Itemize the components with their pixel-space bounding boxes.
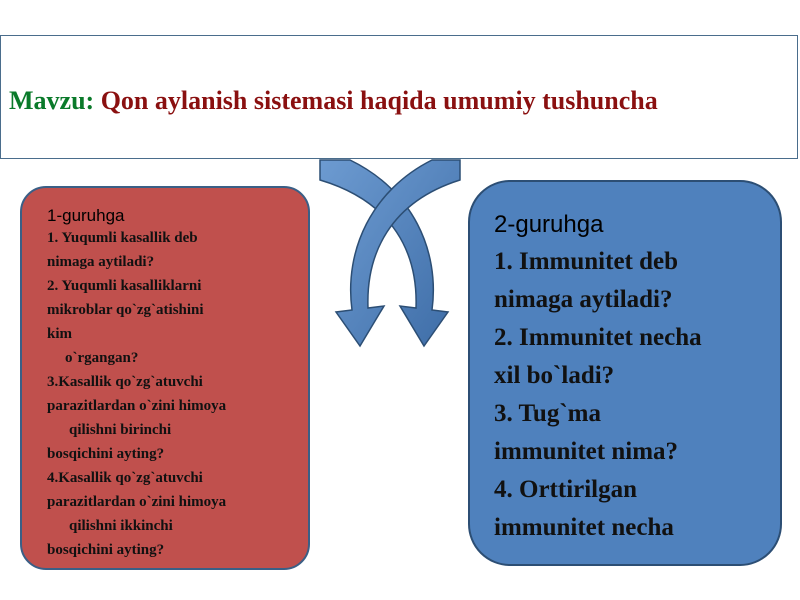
group1-line: bosqichini ayting? bbox=[47, 446, 165, 462]
group1-line: qilishni birinchi bbox=[69, 422, 172, 438]
group2-line: xil bo`ladi? bbox=[494, 362, 615, 389]
slide-title bbox=[9, 86, 658, 116]
group1-line: qilishni ikkinchi bbox=[69, 518, 173, 534]
group2-line: 2. Immunitet necha bbox=[494, 324, 702, 351]
group2-line: 4. Orttirilgan bbox=[494, 476, 638, 503]
group2-title: 2-guruhga bbox=[494, 211, 604, 238]
group1-line: 3.Kasallik qo`zg`atuvchi bbox=[47, 374, 203, 390]
group2-line: immunitet necha bbox=[494, 514, 674, 541]
group1-line: 1. Yuqumli kasallik deb bbox=[47, 230, 198, 246]
group1-line: 4.Kasallik qo`zg`atuvchi bbox=[47, 470, 203, 486]
group1-line: o`rgangan? bbox=[65, 350, 139, 366]
group1-title: 1-guruhga bbox=[47, 206, 125, 225]
group1-line: parazitlardan o`zini himoya bbox=[47, 398, 227, 414]
group2-box bbox=[468, 180, 782, 566]
group2-line: nimaga aytiladi? bbox=[494, 286, 673, 313]
group1-line: nimaga aytiladi? bbox=[47, 254, 155, 270]
group2-line: 3. Tug`ma bbox=[494, 400, 601, 427]
group1-box bbox=[20, 186, 310, 570]
group2-line: 1. Immunitet deb bbox=[494, 248, 679, 275]
group2-line: immunitet nima? bbox=[494, 438, 679, 465]
title-topic: Qon aylanish sistemasi haqida umumiy tushuncha bbox=[100, 86, 658, 115]
crossing-arrows bbox=[300, 150, 480, 360]
group1-line: 2. Yuqumli kasalliklarni bbox=[47, 278, 202, 294]
group1-line: kim bbox=[47, 326, 73, 342]
group1-line: bosqichini ayting? bbox=[47, 542, 165, 558]
group1-line: parazitlardan o`zini himoya bbox=[47, 494, 227, 510]
title-label: Mavzu: bbox=[9, 86, 95, 115]
group1-line: mikroblar qo`zg`atishini bbox=[47, 302, 204, 318]
